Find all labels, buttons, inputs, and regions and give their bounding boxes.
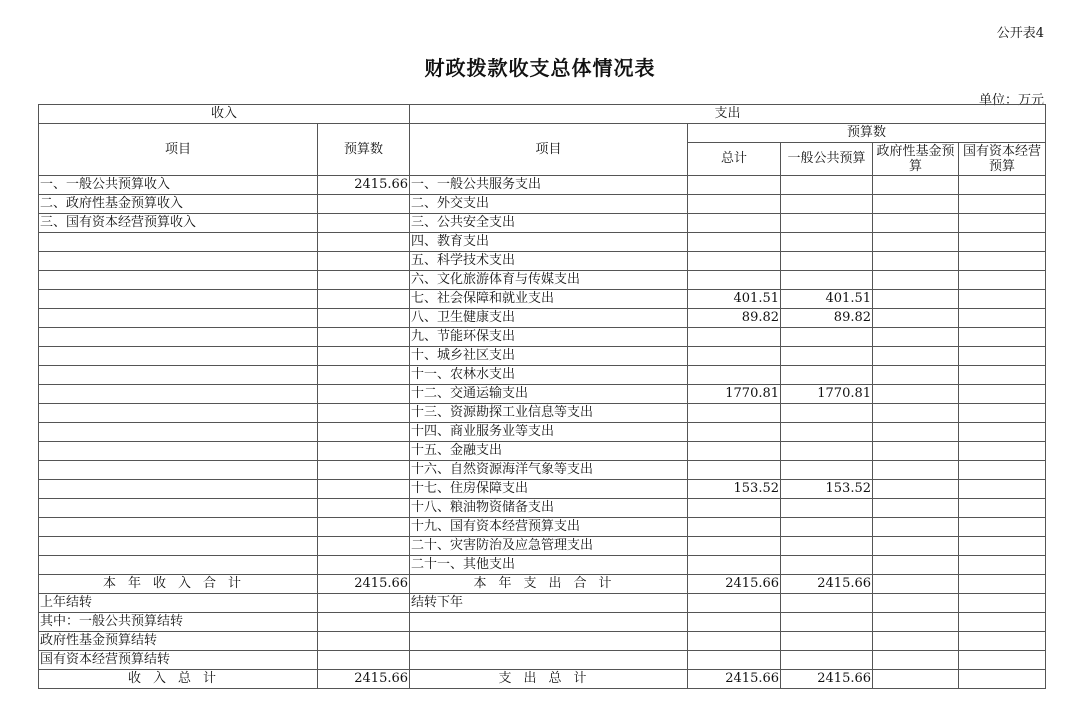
income-item-cell (39, 461, 318, 480)
gov-fund-cell (873, 290, 959, 309)
income-item-cell: 二、政府性基金预算收入 (39, 195, 318, 214)
total-cell (688, 176, 781, 195)
expense-item-cell: 十六、自然资源海洋气象等支出 (410, 461, 688, 480)
income-item-cell (39, 309, 318, 328)
income-amount-cell (318, 404, 410, 423)
empty-cell (410, 613, 688, 632)
state-capital-cell (959, 518, 1046, 537)
next-carry-gov-fund (873, 594, 959, 613)
general-budget-cell: 401.51 (781, 290, 873, 309)
total-cell: 1770.81 (688, 385, 781, 404)
expense-item-cell: 八、卫生健康支出 (410, 309, 688, 328)
income-amount-cell (318, 252, 410, 271)
general-budget-cell: 153.52 (781, 480, 873, 499)
table-row (39, 480, 1046, 499)
empty-cell (688, 651, 781, 670)
gov-fund-cell (873, 537, 959, 556)
state-capital-cell (959, 423, 1046, 442)
general-budget-cell (781, 556, 873, 575)
grand-expense-general-amount: 2415.66 (781, 670, 873, 689)
year-income-total-label: 本年收入合计 (39, 575, 318, 594)
income-amount-cell (318, 385, 410, 404)
carry-general-label: 其中：一般公共预算结转 (39, 613, 318, 632)
income-amount-cell (318, 309, 410, 328)
expense-item-cell: 十四、商业服务业等支出 (410, 423, 688, 442)
year-expense-total-amount: 2415.66 (688, 575, 781, 594)
gov-fund-cell (873, 442, 959, 461)
expense-item-cell: 五、科学技术支出 (410, 252, 688, 271)
state-capital-cell (959, 385, 1046, 404)
income-amount-cell (318, 556, 410, 575)
income-amount-cell (318, 537, 410, 556)
income-amount-cell (318, 461, 410, 480)
unit-label: 单位：万元 (978, 93, 1044, 108)
carry-row (39, 594, 1046, 613)
income-amount-cell (318, 233, 410, 252)
income-item-cell (39, 404, 318, 423)
gov-fund-cell (873, 480, 959, 499)
state-capital-cell (959, 461, 1046, 480)
empty-cell (959, 613, 1046, 632)
total-cell (688, 442, 781, 461)
expense-item-cell: 七、社会保障和就业支出 (410, 290, 688, 309)
table-row (39, 233, 1046, 252)
general-budget-cell (781, 442, 873, 461)
empty-cell (781, 632, 873, 651)
expense-item-cell: 十三、资源勘探工业信息等支出 (410, 404, 688, 423)
table-row (39, 309, 1046, 328)
total-cell (688, 404, 781, 423)
expense-item-cell: 十八、粮油物资储备支出 (410, 499, 688, 518)
general-budget-cell (781, 271, 873, 290)
expense-header: 支出 (410, 105, 1046, 124)
expense-budget-header: 预算数 (688, 124, 1046, 143)
grand-expense-gov-fund-amount (873, 670, 959, 689)
general-budget-cell: 89.82 (781, 309, 873, 328)
table-row (39, 442, 1046, 461)
gov-fund-cell (873, 556, 959, 575)
gov-fund-cell (873, 309, 959, 328)
gov-fund-cell (873, 233, 959, 252)
total-cell (688, 347, 781, 366)
carry-gov-fund-row (39, 632, 1046, 651)
income-amount-cell (318, 423, 410, 442)
state-capital-cell (959, 252, 1046, 271)
income-item-cell (39, 537, 318, 556)
table-row (39, 366, 1046, 385)
general-budget-cell (781, 461, 873, 480)
gov-fund-cell (873, 461, 959, 480)
gov-fund-cell (873, 195, 959, 214)
gov-fund-cell (873, 271, 959, 290)
general-budget-cell (781, 518, 873, 537)
income-item-cell (39, 385, 318, 404)
income-amount-cell (318, 442, 410, 461)
income-budget-header: 预算数 (318, 124, 410, 176)
income-item-cell: 一、一般公共预算收入 (39, 176, 318, 195)
expense-item-cell: 十、城乡社区支出 (410, 347, 688, 366)
gov-fund-column-header: 政府性基金预算 (873, 143, 959, 176)
income-amount-cell (318, 518, 410, 537)
total-cell: 89.82 (688, 309, 781, 328)
grand-total-row (39, 670, 1046, 689)
grand-expense-state-capital-amount (959, 670, 1046, 689)
expense-item-cell: 二十、灾害防治及应急管理支出 (410, 537, 688, 556)
state-capital-cell (959, 347, 1046, 366)
table-row (39, 271, 1046, 290)
income-item-cell (39, 518, 318, 537)
expense-item-cell: 十七、住房保障支出 (410, 480, 688, 499)
general-budget-column-header: 一般公共预算 (781, 143, 873, 176)
gov-fund-cell (873, 347, 959, 366)
state-capital-cell (959, 233, 1046, 252)
general-budget-cell (781, 176, 873, 195)
table-row (39, 556, 1046, 575)
gov-fund-cell (873, 404, 959, 423)
state-capital-cell (959, 499, 1046, 518)
income-amount-cell (318, 195, 410, 214)
expense-item-cell: 二、外交支出 (410, 195, 688, 214)
year-income-total-amount: 2415.66 (318, 575, 410, 594)
table-row (39, 537, 1046, 556)
gov-fund-cell (873, 518, 959, 537)
income-item-cell (39, 290, 318, 309)
budget-table (38, 104, 1046, 689)
state-capital-cell (959, 442, 1046, 461)
income-item-cell (39, 347, 318, 366)
income-item-cell (39, 499, 318, 518)
total-cell (688, 423, 781, 442)
gov-fund-cell (873, 385, 959, 404)
income-amount-cell: 2415.66 (318, 176, 410, 195)
total-cell (688, 328, 781, 347)
income-item-cell (39, 233, 318, 252)
table-row (39, 347, 1046, 366)
grand-income-total-amount: 2415.66 (318, 670, 410, 689)
income-amount-cell (318, 347, 410, 366)
empty-cell (410, 651, 688, 670)
income-amount-cell (318, 290, 410, 309)
table-row (39, 461, 1046, 480)
expense-item-cell: 十一、农林水支出 (410, 366, 688, 385)
empty-cell (873, 651, 959, 670)
income-amount-cell (318, 214, 410, 233)
table-row (39, 518, 1046, 537)
next-carry-state-capital (959, 594, 1046, 613)
general-budget-cell (781, 404, 873, 423)
state-capital-column-header: 国有资本经营预算 (959, 143, 1046, 176)
general-budget-cell (781, 347, 873, 366)
income-amount-cell (318, 366, 410, 385)
year-expense-state-capital-amount (959, 575, 1046, 594)
gov-fund-cell (873, 499, 959, 518)
state-capital-cell (959, 214, 1046, 233)
table-row (39, 328, 1046, 347)
grand-income-total-label: 收入总计 (39, 670, 318, 689)
income-item-cell: 三、国有资本经营预算收入 (39, 214, 318, 233)
expense-item-cell: 四、教育支出 (410, 233, 688, 252)
state-capital-cell (959, 195, 1046, 214)
empty-cell (873, 613, 959, 632)
total-cell (688, 366, 781, 385)
income-item-cell (39, 328, 318, 347)
empty-cell (959, 651, 1046, 670)
carry-state-capital-amount (318, 651, 410, 670)
income-amount-cell (318, 480, 410, 499)
total-cell (688, 499, 781, 518)
table-row (39, 290, 1046, 309)
grand-expense-total-label: 支出总计 (410, 670, 688, 689)
year-expense-general-amount: 2415.66 (781, 575, 873, 594)
table-row (39, 214, 1046, 233)
income-item-cell (39, 366, 318, 385)
total-cell (688, 518, 781, 537)
gov-fund-cell (873, 366, 959, 385)
total-cell: 401.51 (688, 290, 781, 309)
income-item-header: 项目 (39, 124, 318, 176)
table-row (39, 385, 1046, 404)
expense-item-cell: 一、一般公共服务支出 (410, 176, 688, 195)
state-capital-cell (959, 480, 1046, 499)
gov-fund-cell (873, 328, 959, 347)
expense-item-cell: 九、节能环保支出 (410, 328, 688, 347)
general-budget-cell (781, 366, 873, 385)
income-item-cell (39, 556, 318, 575)
state-capital-cell (959, 328, 1046, 347)
empty-cell (959, 632, 1046, 651)
grand-expense-total-amount: 2415.66 (688, 670, 781, 689)
general-budget-cell (781, 233, 873, 252)
state-capital-cell (959, 366, 1046, 385)
gov-fund-cell (873, 252, 959, 271)
expense-item-cell: 三、公共安全支出 (410, 214, 688, 233)
empty-cell (410, 632, 688, 651)
empty-cell (781, 651, 873, 670)
state-capital-cell (959, 290, 1046, 309)
general-budget-cell: 1770.81 (781, 385, 873, 404)
table-row (39, 423, 1046, 442)
total-column-header: 总计 (688, 143, 781, 176)
total-cell (688, 214, 781, 233)
table-row (39, 176, 1046, 195)
expense-item-cell: 六、文化旅游体育与传媒支出 (410, 271, 688, 290)
general-budget-cell (781, 423, 873, 442)
general-budget-cell (781, 252, 873, 271)
empty-cell (781, 613, 873, 632)
expense-item-header: 项目 (410, 124, 688, 176)
total-cell (688, 195, 781, 214)
table-row (39, 499, 1046, 518)
page-title: 财政拨款收支总体情况表 (424, 56, 656, 80)
total-cell (688, 556, 781, 575)
empty-cell (873, 632, 959, 651)
table-row (39, 252, 1046, 271)
carry-state-capital-row (39, 651, 1046, 670)
expense-item-cell: 十五、金融支出 (410, 442, 688, 461)
general-budget-cell (781, 537, 873, 556)
total-cell (688, 271, 781, 290)
income-item-cell (39, 442, 318, 461)
expense-item-cell: 二十一、其他支出 (410, 556, 688, 575)
expense-item-cell: 十二、交通运输支出 (410, 385, 688, 404)
carry-general-amount (318, 613, 410, 632)
next-carry-general (781, 594, 873, 613)
general-budget-cell (781, 499, 873, 518)
prev-carry-amount (318, 594, 410, 613)
income-amount-cell (318, 328, 410, 347)
expense-item-cell: 十九、国有资本经营预算支出 (410, 518, 688, 537)
income-amount-cell (318, 499, 410, 518)
income-item-cell (39, 480, 318, 499)
carry-general-row (39, 613, 1046, 632)
carry-gov-fund-amount (318, 632, 410, 651)
income-amount-cell (318, 271, 410, 290)
table-row (39, 404, 1046, 423)
gov-fund-cell (873, 423, 959, 442)
next-carry-total (688, 594, 781, 613)
income-item-cell (39, 252, 318, 271)
general-budget-cell (781, 195, 873, 214)
next-carry-label: 结转下年 (410, 594, 688, 613)
carry-gov-fund-label: 政府性基金预算结转 (39, 632, 318, 651)
gov-fund-cell (873, 214, 959, 233)
total-cell: 153.52 (688, 480, 781, 499)
state-capital-cell (959, 404, 1046, 423)
general-budget-cell (781, 214, 873, 233)
income-item-cell (39, 423, 318, 442)
year-expense-gov-fund-amount (873, 575, 959, 594)
prev-carry-label: 上年结转 (39, 594, 318, 613)
state-capital-cell (959, 271, 1046, 290)
state-capital-cell (959, 176, 1046, 195)
empty-cell (688, 632, 781, 651)
year-expense-total-label: 本年支出合计 (410, 575, 688, 594)
gov-fund-cell (873, 176, 959, 195)
carry-state-capital-label: 国有资本经营预算结转 (39, 651, 318, 670)
income-header: 收入 (39, 105, 410, 124)
total-cell (688, 537, 781, 556)
table-row (39, 195, 1046, 214)
empty-cell (688, 613, 781, 632)
general-budget-cell (781, 328, 873, 347)
state-capital-cell (959, 556, 1046, 575)
total-cell (688, 252, 781, 271)
income-item-cell (39, 271, 318, 290)
state-capital-cell (959, 309, 1046, 328)
total-cell (688, 233, 781, 252)
year-total-row (39, 575, 1046, 594)
form-number: 公开表4 (996, 26, 1044, 41)
state-capital-cell (959, 537, 1046, 556)
total-cell (688, 461, 781, 480)
